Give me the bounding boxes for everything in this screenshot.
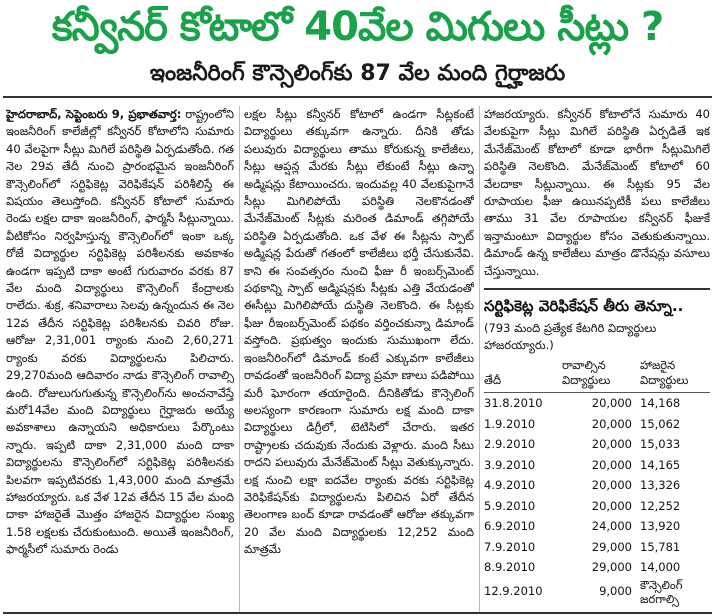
row-expected: 20,000 <box>591 396 632 411</box>
row-attended: 12,252 <box>640 498 681 513</box>
column-3-text: హాజరయ్యారు. కన్వీనర్ కోటాలోనే సుమారు 40 వేలకుపైగా సీట్లు మిగిలే పరిస్థితి ఏర్పడితే ఇక మేనేజ్‌మెంట్ కోటాలో కూడా భారీగా సీట్లుమిగిలే పరిస్థితి నెలకొంది. మేనేజ్‌మెంట్ కోటాలో 60 వేలదాకా సీట్లున్నాయి. ఈ సీట్లకు 95 వేల రూపాయల ఫీజు ఉయినప్పటికీ పలు కాలేజీలు తాము 31 వేల రూపాయల కన్వీనర్ ఫీజుకే ఇన్తామంటూ విద్యార్థుల కోసం వెతుకుతున్నాయి. డిమాండ్ ఉన్న కాలేజీలు మాత్రం డొనేషన్లు వసూలు చేస్తున్నాయి. <box>484 107 710 278</box>
dateline: హైదరాబాద్, సెప్టెంబరు 9, ప్రభాతవార్త: <box>6 107 182 121</box>
verification-table <box>484 358 710 606</box>
verification-box-title: సర్టిఫికెట్ల వెరిఫికేషన్ తీరు తెన్నూ.. <box>484 288 710 316</box>
row-attended: 15,062 <box>640 416 681 431</box>
row-expected: 20,000 <box>591 498 632 513</box>
row-attended: 15,781 <box>640 539 681 554</box>
row-date: 12.9.2010 <box>484 584 543 599</box>
row-date: 1.9.2010 <box>484 416 536 431</box>
subheadline: ఇంజనీరింగ్ కౌన్సెలింగ్‌కు 87 వేల మంది గైర్హాజరు <box>149 61 566 86</box>
row-date: 8.9.2010 <box>484 560 536 575</box>
headline: కన్వీనర్ కోటాలో 40వేల మిగులు సీట్లు ? <box>51 4 664 50</box>
row-attended: 14,000 <box>640 560 681 575</box>
verification-note: (793 మంది ప్రత్యేక కేటగిరి విద్యార్థులు హాజరయ్యారు.) <box>484 321 657 353</box>
table-row <box>484 496 710 517</box>
row-attended: 15,033 <box>640 437 681 452</box>
column-divider-2 <box>479 106 480 612</box>
header-expected: రావాల్సిన విద్యార్థులు <box>562 358 640 393</box>
row-date: 6.9.2010 <box>484 519 536 534</box>
row-expected: 24,000 <box>591 519 632 534</box>
row-date: 5.9.2010 <box>484 498 536 513</box>
header-attended: హాజరైన విద్యార్థులు <box>640 358 710 393</box>
row-attended: 14,165 <box>640 457 681 472</box>
row-expected: 29,000 <box>591 560 632 575</box>
row-date: 7.9.2010 <box>484 539 536 554</box>
row-attended: 13,920 <box>640 519 681 534</box>
column-1-text: రాష్ట్రంలోని ఇంజనీరింగ్ కాలేజీల్లో కన్వీనర్ కోటాలోని సుమారు 40 వేలపైగా సీట్లు మిగిలే పరిస్థితి ఏర్పడుతోంది. గత నెల 29వ తేదీ నుంచి ప్రారంభమైన ఇంజనీరింగ్ కౌన్సెలింగ్‌లో సర్టిఫికెట్ల వెరిఫికేషన్ పరిశీలిస్తే ఈ విషయం తెలుస్తోంది. కన్వీనర్ కోటాలో సుమారు రెండు లక్షల దాకా ఇంజనీరింగ్, ఫార్మసీ సీట్లున్నాయి. వీటికోసం నిర్వహిస్తున్న కౌన్సెలింగ్‌లో ఇంకా ఒక్క రోజే విద్యార్థుల సర్టిఫికెట్ల పరిశీలనకు అవకాశం ఉండగా ఇప్పటి దాకా అంటే గురువారం వరకు 87 వేల మంది విద్యార్థులు కౌన్సెలింగ్ కేంద్రాలకు రాలేదు. శుక్ర, శనివారాలు సెలవు ఉన్నందున ఈ నెల 12వ తేదీన సర్టిఫికెట్ల పరిశీలనకు చివరి రోజు. ఆరోజు 2,31,001 ర్యాంకు నుంచి 2,60,271 ర్యాంకు వరకు విద్యార్థులను పిలిచారు. 29,270మంది ఆదివారం నాడు కౌన్సెలింగ్ రావాల్సి ఉంది. రోజులుగుగుతున్న కౌన్సెలింగ్‌ను అంచనావేస్తే మరో14వేల మంది విద్యార్థులు గైర్హాజరు అయ్యే అవకాశాలు ఉన్నాయని అధికారులు పేర్కొంటు న్నారు. ఇప్పటి దాకా 2,31,000 మంది దాకా విద్యార్థులను కౌన్సెలింగ్‌లో సర్టిఫికెట్ల పరిశీలనకు పిలవగా ఇప్పటివరకు 1,43,000 మంది మాత్రమే హాజరయ్యారు. ఒక వేళ 12వ తేదీన 15 వేల మంది దాకా హాజరైతే మొత్తం హాజరైన విద్యార్థుల సంఖ్య 1.58 లక్షలకు చేరుకుంటుంది. అయితే ఇంజనీరింగ్, ఫార్మసీలో సుమారు రెండు <box>6 107 234 557</box>
row-date: 2.9.2010 <box>484 437 536 452</box>
row-expected: 20,000 <box>591 478 632 493</box>
column-2-text: లక్షల సీట్లు కన్వీనర్ కోటాలో ఉండగా సీట్లకంటే విద్యార్థులు తక్కువగా ఉన్నారు. దీనికి తోడు పలువురు విద్యార్థులు తాము కోరుకున్న కాలేజీలు, సీట్లు ఆప్షన్ల మేరకు సీట్లు లేకుంటే సీట్లు ఉన్నా అడ్మిషన్లు కేటాయించరు. ఇందువల్ల 40 వేలకుపైగానే సీట్లు మిగిలిపోయే పరిస్థితి నెలకొనడంతో మేనేజ్‌మెంట్ సీట్లకు మరింత డిమాండ్ తగ్గిపోయే పరిస్థితి ఏర్పడుతోంది. ఒక వేళ ఈ సీట్లను స్పాట్ అడ్మిషన్ల పేరుతో గతంలో కాలేజీలు భర్తీ చేసుకునేవి. కాని ఈ సంవత్సరం నుంచి ఫీజు రీ ఇంబర్స్‌మెంట్ పథకాన్ని స్పాట్ అడ్మిషన్లకు సీట్లకు ఎత్తి వేయడంతో ఈసీట్లు మిగిలిపోయే దుస్థితి నెలకొంది. ఈ సీట్లకు ఫీజు రీఇంబర్స్‌మెంట్ పథకం వర్తించకున్నా డిమాండ్ వస్తోంది. ప్రభుత్వం ఇందుకు సుముఖంగా లేదు. ఇంజనీరింగ్‌లో డిమాండ్ కంటే ఎక్కువగా కాలేజీలు రావడంతో ఇంజనీరింగ్ విద్యా ప్రమా ణాలు పడిపోయి మరీ ఘోరంగా తయారైంది. దీనికితోడు కౌన్సెలింగ్ అలస్యంగా కారణంగా సుమారు లక్ష మంది దాకా విద్యార్థులు డిగ్రీలో, టెటిసిలో చేరారు. ఇతర రాష్ట్రాలకు చదువుకు నేందుకు వెళ్లారు. మంది సీటు రాదని పలువురు మేనేజ్‌మెంట్ సీట్లు వెతుక్కున్నారు. లక్ష నుంచి లక్షా ఐదవేల ర్యాంకు వరకు సర్టిఫికెట్ల వెరిఫికేషన్‌కు విద్యార్థులను పిలిచిన ఏరో తేదీన తెలంగాణ బంద్ కూడా రావడంతో ఆరోజు తక్కువగా 20 వేల మంది విద్యార్థులకు 12,252 మంది మాత్రమే <box>244 107 474 557</box>
row-expected: 20,000 <box>591 437 632 452</box>
table-row <box>484 475 710 496</box>
row-expected: 9,000 <box>599 584 632 599</box>
header-divider <box>3 96 712 98</box>
row-date: 31.8.2010 <box>484 396 543 411</box>
table-row <box>484 414 710 435</box>
row-expected: 20,000 <box>591 457 632 472</box>
article-column-3 <box>484 106 710 612</box>
table-row <box>484 557 710 578</box>
row-attended: 14,168 <box>640 396 681 411</box>
table-row <box>484 537 710 558</box>
header-date: తేదీ <box>484 358 562 393</box>
footer-divider <box>3 612 712 614</box>
table-row <box>484 578 710 606</box>
row-expected: 20,000 <box>591 416 632 431</box>
table-row <box>484 455 710 476</box>
row-attended: కౌన్సెలింగ్ జరగాల్సి <box>640 577 683 606</box>
row-attended: 13,326 <box>640 478 681 493</box>
column-divider-1 <box>239 106 240 612</box>
row-expected: 29,000 <box>591 539 632 554</box>
article-column-2 <box>244 106 474 612</box>
row-date: 3.9.2010 <box>484 457 536 472</box>
table-row <box>484 393 710 414</box>
row-date: 4.9.2010 <box>484 478 536 493</box>
table-row <box>484 516 710 537</box>
article-column-1 <box>6 106 234 612</box>
table-row <box>484 434 710 455</box>
table-header-row <box>484 358 710 393</box>
